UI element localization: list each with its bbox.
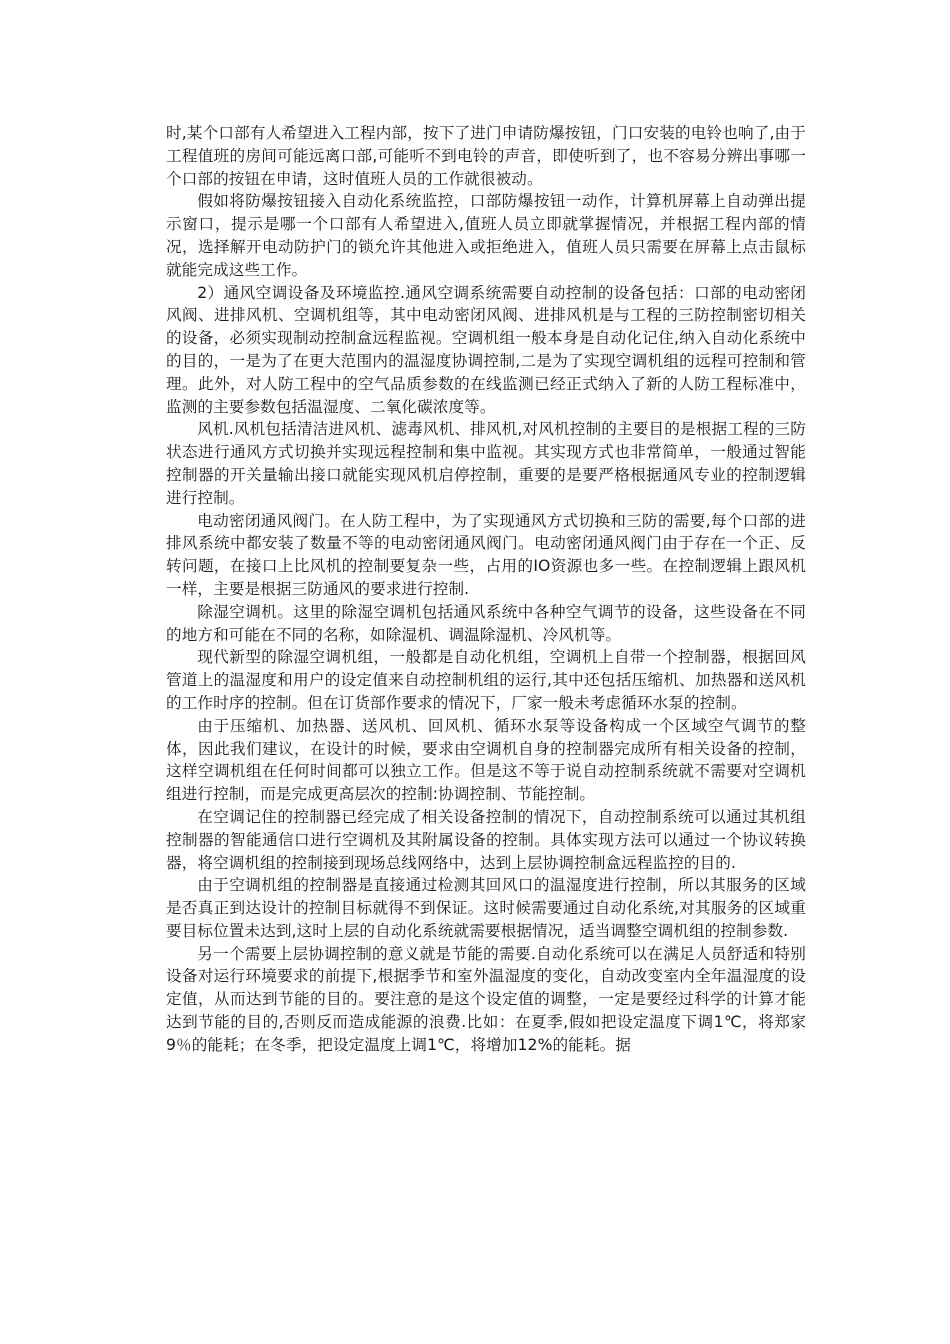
paragraph: 在空调记住的控制器已经完成了相关设备控制的情况下，自动控制系统可以通过其机组控制器的智能通信口进行空调机及其附属设备的控制。具体实现方法可以通过一个协议转换器，将空调机组的控制接到现场总线网络中，达到上层协调控制盒远程监控的目的.	[166, 807, 806, 872]
paragraph: 假如将防爆按钮接入自动化系统监控，口部防爆按钮一动作，计算机屏幕上自动弹出提示窗口，提示是哪一个口部有人希望进入,值班人员立即就掌握情况，并根据工程内部的情况，选择解开电动防护门的锁允许其他进入或拒绝进入，值班人员只需要在屏幕上点击鼠标就能完成这些工作。	[166, 192, 806, 279]
paragraph: 由于空调机组的控制器是直接通过检测其回风口的温湿度进行控制，所以其服务的区域是否真正到达设计的控制目标就得不到保证。这时候需要通过自动化系统,对其服务的区域重要目标位置未达到,这时上层的自动化系统就需要根据情况，适当调整空调机组的控制参数.	[166, 876, 806, 940]
paragraph: 时,某个口部有人希望进入工程内部，按下了进门申请防爆按钮，门口安装的电铃也响了,由于工程值班的房间可能远离口部,可能听不到电铃的声音，即使听到了，也不容易分辨出事哪一个口部的按钮在申请，这时值班人员的工作就很被动。	[166, 124, 806, 188]
paragraph: 除湿空调机。这里的除湿空调机包括通风系统中各种空气调节的设备，这些设备在不同的地方和可能在不同的名称，如除湿机、调温除湿机、冷风机等。	[166, 602, 806, 644]
paragraph: 2）通风空调设备及环境监控.通风空调系统需要自动控制的设备包括：口部的电动密闭风阀、进排风机、空调机组等，其中电动密闭风阀、进排风机是与工程的三防控制密切相关的设备，必须实现制动控制盒远程监视。空调机组一般本身是自动化记住,纳入自动化系统中的目的，一是为了在更大范围内的温湿度协调控制,二是为了实现空调机组的远程可控制和管理。此外，对人防工程中的空气品质参数的在线监测已经正式纳入了新的人防工程标准中，监测的主要参数包括温湿度、二氧化碳浓度等。	[166, 283, 806, 416]
paragraph: 电动密闭通风阀门。在人防工程中，为了实现通风方式切换和三防的需要,每个口部的进排风系统中都安装了数量不等的电动密闭通风阀门。电动密闭通风阀门由于存在一个正、反转问题，在接口上比风机的控制要复杂一些，占用的IO资源也多一些。在控制逻辑上跟风机一样，主要是根据三防通风的要求进行控制.	[166, 511, 806, 598]
paragraph: 现代新型的除湿空调机组，一般都是自动化机组，空调机上自带一个控制器，根据回风管道上的温湿度和用户的设定值来自动控制机组的运行,其中还包括压缩机、加热器和送风机的工作时序的控制。但在订货部作要求的情况下，厂家一般未考虑循环水泵的控制。	[166, 648, 806, 712]
paragraph: 另一个需要上层协调控制的意义就是节能的需要.自动化系统可以在满足人员舒适和特别设备对运行环境要求的前提下,根据季节和室外温湿度的变化，自动改变室内全年温湿度的设定值，从而达到节能的目的。要注意的是这个设定值的调整，一定是要经过科学的计算才能达到节能的目的,否则反而造成能源的浪费.比如：在夏季,假如把设定温度下调1℃，将郑家9％的能耗；在冬季，把设定温度上调1℃，将增加12%的能耗。据	[166, 944, 806, 1054]
paragraph: 风机.风机包括清洁进风机、滤毒风机、排风机,对风机控制的主要目的是根据工程的三防状态进行通风方式切换并实现远程控制和集中监视。其实现方式也非常简单，一般通过智能控制器的开关量输出接口就能实现风机启停控制，重要的是要严格根据通风专业的控制逻辑进行控制。	[166, 420, 806, 507]
document-body	[166, 122, 806, 1057]
paragraph: 由于压缩机、加热器、送风机、回风机、循环水泵等设备构成一个区域空气调节的整体，因此我们建议，在设计的时候，要求由空调机自身的控制器完成所有相关设备的控制，这样空调机组在任何时间都可以独立工作。但是这不等于说自动控制系统就不需要对空调机组进行控制，而是完成更高层次的控制:协调控制、节能控制。	[166, 716, 806, 804]
